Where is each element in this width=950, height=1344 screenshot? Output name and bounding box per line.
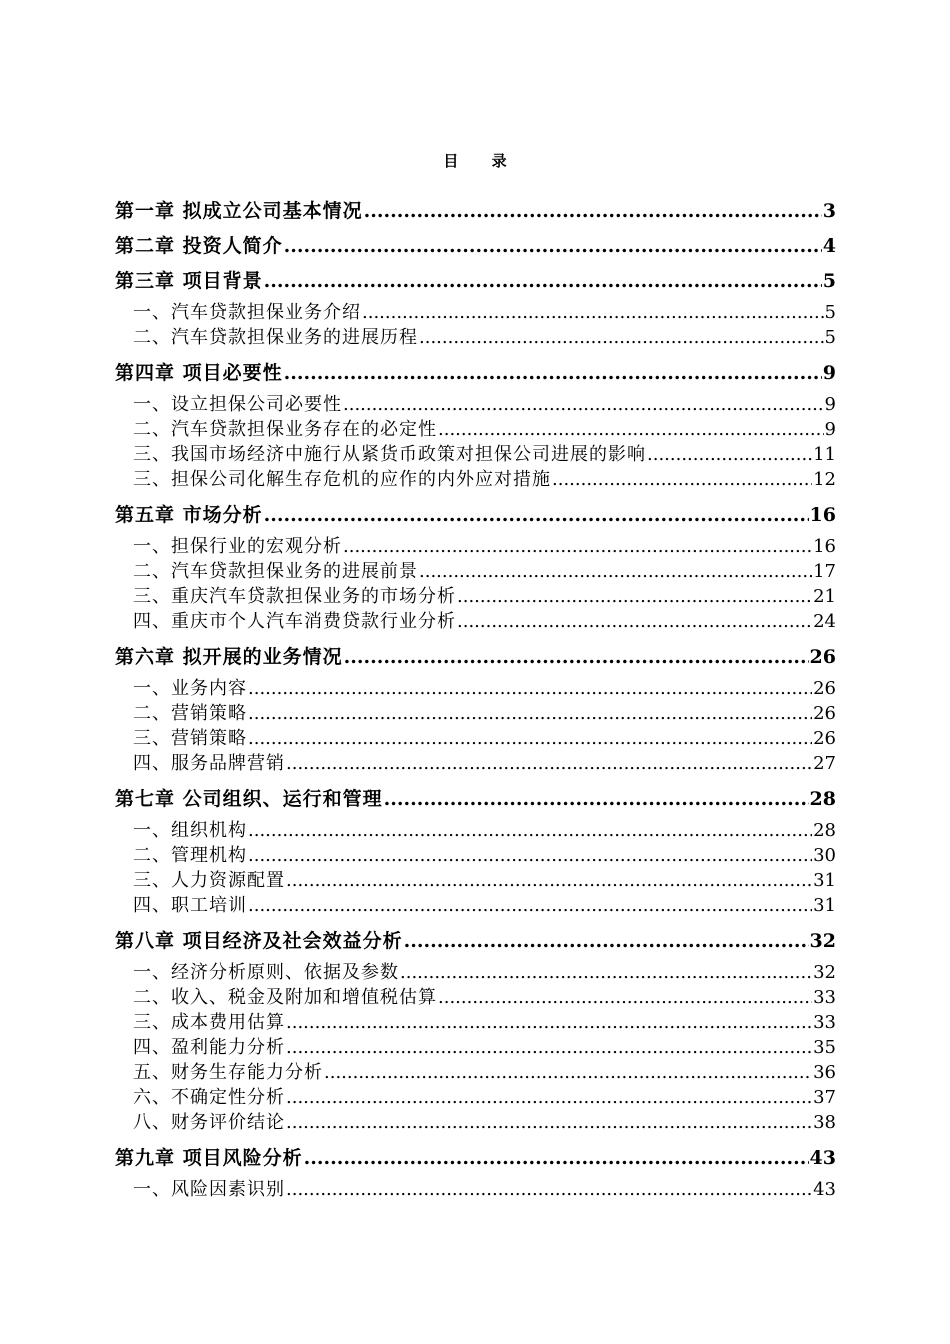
toc-page-number: 30 (813, 845, 836, 866)
toc-dot-leader (647, 444, 812, 466)
toc-page-number: 38 (813, 1112, 836, 1133)
toc-section[interactable] (115, 417, 836, 442)
toc-title: 目 录 (443, 152, 521, 170)
toc-dot-leader (286, 1112, 812, 1134)
toc-chapter-8[interactable] (115, 918, 836, 955)
toc-entry-text: 二、汽车贷款担保业务存在的必定性 (133, 419, 437, 440)
toc-page-number: 31 (813, 895, 836, 916)
toc-page-number: 21 (813, 586, 836, 607)
toc-dot-leader (438, 987, 812, 1009)
table-of-contents (115, 190, 836, 1202)
toc-page-number: 4 (822, 235, 836, 257)
toc-section[interactable] (115, 1172, 836, 1202)
toc-entry-text: 第一章 拟成立公司基本情况 (115, 200, 363, 222)
toc-dot-leader (248, 895, 812, 917)
toc-chapter-5[interactable] (115, 492, 836, 529)
toc-dot-leader (552, 469, 812, 491)
toc-entry-text: 三、我国市场经济中施行从紧货币政策对担保公司进展的影响 (133, 444, 646, 465)
toc-entry-text: 五、财务生存能力分析 (133, 1062, 323, 1083)
toc-page-number: 27 (813, 753, 836, 774)
toc-section[interactable] (115, 868, 836, 893)
toc-page-number: 11 (813, 444, 836, 465)
toc-page-number: 12 (813, 469, 836, 490)
toc-dot-leader (457, 611, 812, 633)
toc-section[interactable] (115, 584, 836, 609)
toc-dot-leader (362, 302, 824, 324)
toc-dot-leader (248, 845, 812, 867)
toc-entry-text: 一、经济分析原则、依据及参数 (133, 962, 399, 983)
toc-page-number: 32 (813, 962, 836, 983)
toc-entry-text: 第三章 项目背景 (115, 270, 263, 292)
toc-page-number: 26 (813, 728, 836, 749)
toc-page-number: 26 (809, 646, 836, 668)
toc-page-number: 36 (813, 1062, 836, 1083)
toc-section[interactable] (115, 1060, 836, 1085)
toc-entry-text: 第七章 公司组织、运行和管理 (115, 788, 383, 810)
toc-entry-text: 一、设立担保公司必要性 (133, 394, 342, 415)
toc-entry-text: 三、人力资源配置 (133, 870, 285, 891)
toc-page-number: 26 (813, 678, 836, 699)
toc-dot-leader (286, 1037, 812, 1059)
toc-section[interactable] (115, 671, 836, 701)
toc-entry-text: 三、营销策略 (133, 728, 247, 749)
toc-page-number: 33 (813, 1012, 836, 1033)
toc-page-number: 5 (822, 270, 836, 292)
toc-entry-text: 三、担保公司化解生存危机的应作的内外应对措施 (133, 469, 551, 490)
toc-section[interactable] (115, 843, 836, 868)
toc-dot-leader (419, 561, 812, 583)
toc-dot-leader (343, 536, 812, 558)
toc-dot-leader (286, 870, 812, 892)
toc-page-number: 3 (822, 200, 836, 222)
toc-page-number: 9 (822, 362, 836, 384)
toc-entry-text: 二、汽车贷款担保业务的进展历程 (133, 327, 418, 348)
toc-dot-leader (400, 962, 812, 984)
toc-entry-text: 第九章 项目风险分析 (115, 1147, 303, 1169)
toc-section[interactable] (115, 726, 836, 751)
toc-section[interactable] (115, 1085, 836, 1110)
toc-section[interactable] (115, 751, 836, 776)
toc-entry-text: 第二章 投资人简介 (115, 235, 283, 257)
toc-entry-text: 三、重庆汽车贷款担保业务的市场分析 (133, 586, 456, 607)
toc-entry-text: 二、管理机构 (133, 845, 247, 866)
toc-dot-leader (248, 678, 812, 700)
toc-section[interactable] (115, 387, 836, 417)
toc-entry-text: 四、服务品牌营销 (133, 753, 285, 774)
toc-entry-text: 一、组织机构 (133, 820, 247, 841)
toc-section[interactable] (115, 467, 836, 492)
toc-section[interactable] (115, 893, 836, 918)
toc-dot-leader (248, 820, 812, 842)
toc-page-number: 43 (809, 1147, 836, 1169)
toc-entry-text: 四、职工培训 (133, 895, 247, 916)
toc-entry-text: 二、收入、税金及附加和增值税估算 (133, 987, 437, 1008)
toc-page-number: 24 (813, 611, 836, 632)
toc-dot-leader (286, 1087, 812, 1109)
toc-page-number: 5 (824, 327, 836, 348)
toc-dot-leader (384, 788, 809, 810)
toc-section[interactable] (115, 1035, 836, 1060)
toc-entry-text: 四、盈利能力分析 (133, 1037, 285, 1058)
toc-section[interactable] (115, 1110, 836, 1135)
toc-page-number: 35 (813, 1037, 836, 1058)
toc-page-number: 31 (813, 870, 836, 891)
toc-section[interactable] (115, 559, 836, 584)
toc-chapter-3[interactable] (115, 260, 836, 295)
toc-dot-leader (248, 703, 812, 725)
toc-dot-leader (343, 394, 824, 416)
toc-entry-text: 一、风险因素识别 (133, 1179, 285, 1200)
toc-entry-text: 四、重庆市个人汽车消费贷款行业分析 (133, 611, 456, 632)
toc-chapter-1[interactable] (115, 190, 836, 225)
toc-page-number: 28 (813, 820, 836, 841)
toc-section[interactable] (115, 529, 836, 559)
toc-chapter-9[interactable] (115, 1135, 836, 1172)
toc-section[interactable] (115, 955, 836, 985)
toc-dot-leader (286, 1012, 812, 1034)
toc-section[interactable] (115, 295, 836, 325)
toc-page-number: 33 (813, 987, 836, 1008)
toc-chapter-6[interactable] (115, 634, 836, 671)
toc-entry-text: 八、财务评价结论 (133, 1112, 285, 1133)
toc-entry-text: 一、汽车贷款担保业务介绍 (133, 302, 361, 323)
toc-dot-leader (264, 270, 822, 292)
toc-dot-leader (248, 728, 812, 750)
toc-page-number: 26 (813, 703, 836, 724)
toc-dot-leader (438, 419, 824, 441)
toc-page-number: 17 (813, 561, 836, 582)
toc-entry-text: 第四章 项目必要性 (115, 362, 283, 384)
toc-section[interactable] (115, 813, 836, 843)
toc-chapter-4[interactable] (115, 350, 836, 387)
toc-page-number: 5 (824, 302, 836, 323)
toc-section[interactable] (115, 701, 836, 726)
toc-entry-text: 二、汽车贷款担保业务的进展前景 (133, 561, 418, 582)
toc-entry-text: 一、担保行业的宏观分析 (133, 536, 342, 557)
toc-page-number: 9 (824, 419, 836, 440)
toc-dot-leader (286, 1179, 812, 1201)
toc-dot-leader (344, 646, 809, 668)
toc-section[interactable] (115, 1010, 836, 1035)
toc-page-number: 16 (813, 536, 836, 557)
toc-section[interactable] (115, 985, 836, 1010)
toc-entry-text: 第八章 项目经济及社会效益分析 (115, 930, 403, 952)
toc-section[interactable] (115, 442, 836, 467)
toc-dot-leader (284, 362, 822, 384)
toc-entry-text: 二、营销策略 (133, 703, 247, 724)
toc-page-number: 32 (809, 930, 836, 952)
toc-chapter-7[interactable] (115, 776, 836, 813)
toc-dot-leader (264, 504, 809, 526)
toc-page-number: 9 (824, 394, 836, 415)
toc-entry-text: 第五章 市场分析 (115, 504, 263, 526)
toc-dot-leader (457, 586, 812, 608)
toc-dot-leader (286, 753, 812, 775)
toc-page-number: 43 (813, 1179, 836, 1200)
toc-chapter-2[interactable] (115, 225, 836, 260)
toc-entry-text: 三、成本费用估算 (133, 1012, 285, 1033)
toc-section[interactable] (115, 325, 836, 350)
toc-dot-leader (404, 930, 809, 952)
toc-dot-leader (284, 235, 822, 257)
toc-entry-text: 一、业务内容 (133, 678, 247, 699)
toc-entry-text: 六、不确定性分析 (133, 1087, 285, 1108)
toc-dot-leader (364, 200, 822, 222)
toc-page-number: 28 (809, 788, 836, 810)
toc-page-number: 37 (813, 1087, 836, 1108)
toc-dot-leader (324, 1062, 812, 1084)
toc-dot-leader (304, 1147, 809, 1169)
toc-entry-text: 第六章 拟开展的业务情况 (115, 646, 343, 668)
toc-section[interactable] (115, 609, 836, 634)
toc-page-number: 16 (809, 504, 836, 526)
toc-dot-leader (419, 327, 824, 349)
